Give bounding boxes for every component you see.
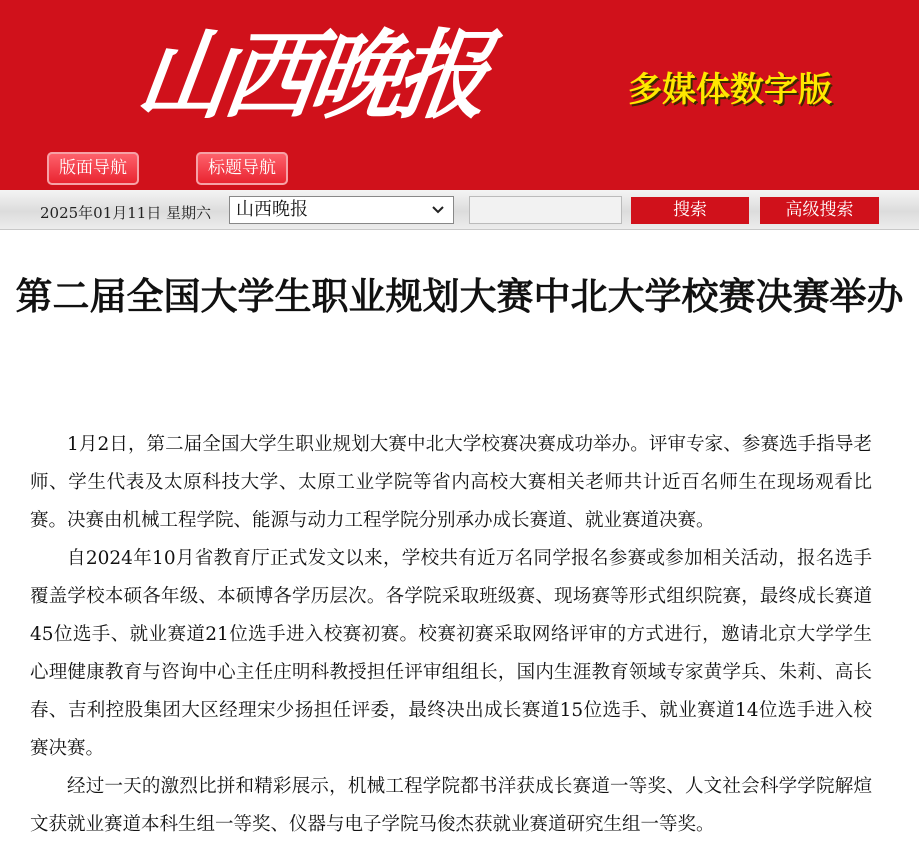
issue-date: 2025年01月11日 星期六 [40, 204, 212, 222]
article-paragraph: 自2024年10月省教育厅正式发文以来，学校共有近万名同学报名参赛或参加相关活动，报名选手覆盖学校本硕各年级、本硕博各学历层次。各学院采取班级赛、现场赛等形式组织院赛，最终成长赛道45位选手、就业赛道21位选手进入校赛初赛。校赛初赛采取网络评审的方式进行，邀请北京大学学生心理健康教育与咨询中心主任庄明科教授担任评审组组长，国内生涯教育领域专家黄学兵、朱莉、高长春、吉利控股集团大区经理宋少扬担任评委，最终决出成长赛道15位选手、就业赛道14位选手进入校赛决赛。 [30, 548, 872, 759]
newspaper-select-value: 山西晚报 [236, 199, 308, 220]
page-nav-button[interactable]: 版面导航 [47, 152, 139, 185]
chevron-down-icon [431, 199, 445, 230]
newspaper-select[interactable] [229, 196, 454, 224]
article-paragraph: 经过一天的激烈比拼和精彩展示，机械工程学院都书洋获成长赛道一等奖、人文社会科学学院解煊文获就业赛道本科生组一等奖、仪器与电子学院马俊杰获就业赛道研究生组一等奖。 [30, 776, 872, 835]
article-body [30, 426, 872, 844]
article-paragraph: 1月2日，第二届全国大学生职业规划大赛中北大学校赛决赛成功举办。评审专家、参赛选手指导老师、学生代表及太原科技大学、太原工业学院等省内高校大赛相关老师共计近百名师生在现场观看比赛。决赛由机械工程学院、能源与动力工程学院分别承办成长赛道、就业赛道决赛。 [30, 434, 872, 531]
newspaper-logo: 山西晚报 [130, 18, 491, 133]
advanced-search-button[interactable]: 高级搜索 [760, 197, 879, 224]
search-input[interactable] [469, 196, 622, 224]
search-toolbar [0, 190, 919, 230]
search-button[interactable]: 搜索 [631, 197, 749, 224]
article-title: 第二届全国大学生职业规划大赛中北大学校赛决赛举办 [15, 274, 904, 318]
masthead [0, 0, 919, 190]
title-nav-button[interactable]: 标题导航 [196, 152, 288, 185]
edition-label: 多媒体数字版 [628, 70, 832, 110]
